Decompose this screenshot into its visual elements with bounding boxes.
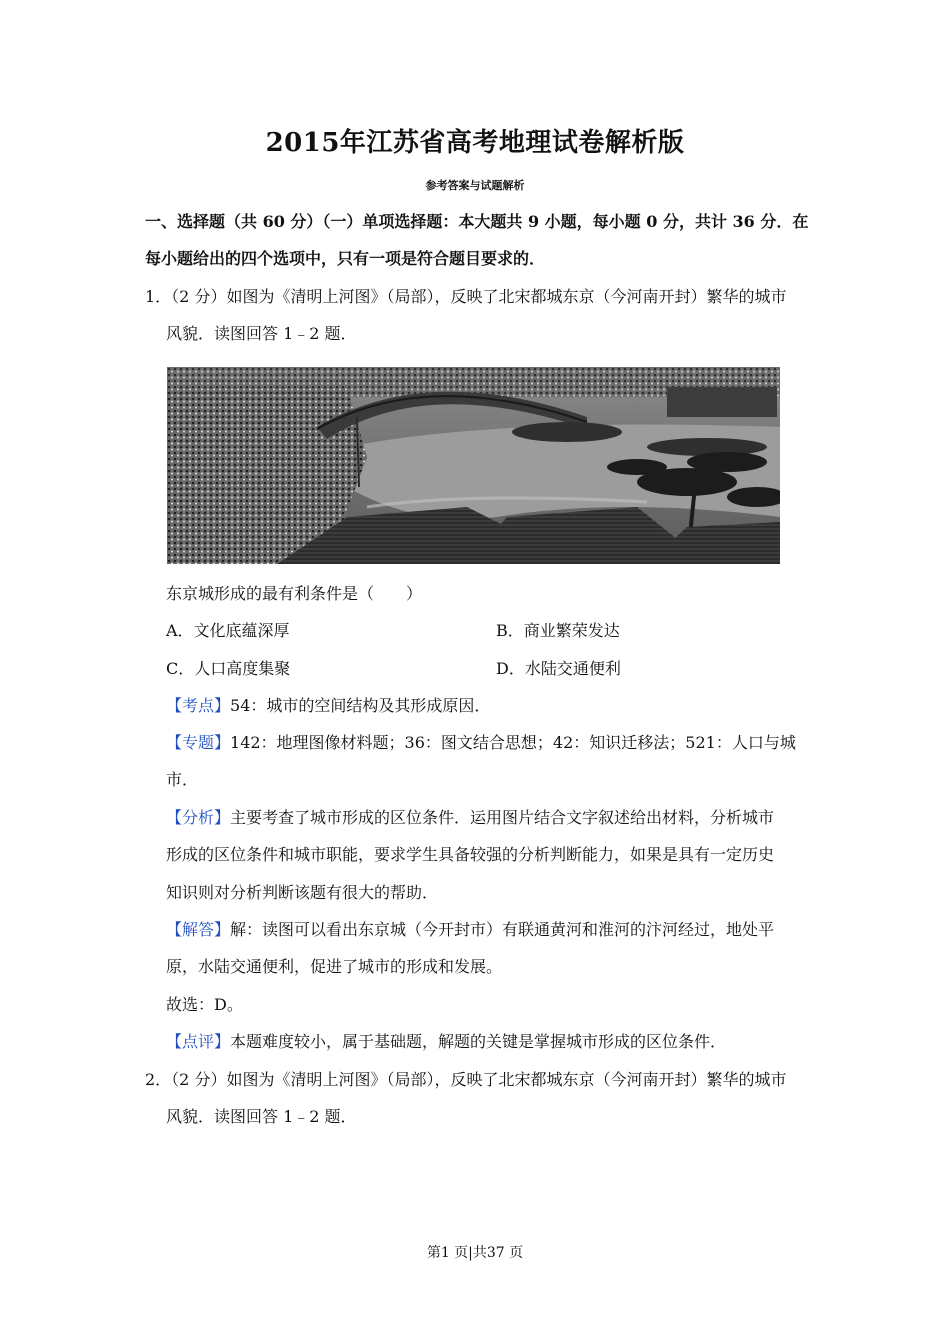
kaodian-tag: 【考点】 xyxy=(166,696,231,715)
fenxi-tag: 【分析】 xyxy=(166,808,231,827)
page-title: 2015年江苏省高考地理试卷解析版 xyxy=(265,128,685,158)
page-footer: 第1 页|共37 页 xyxy=(426,1245,524,1261)
fenxi-text: 主要考查了城市形成的区位条件．运用图片结合文字叙述给出材料，分析城市 xyxy=(230,808,775,827)
q1-jieda-line-2: 原，水陆交通便利，促进了城市的形成和发展。 xyxy=(166,957,503,976)
q1-dianping xyxy=(166,1032,836,1052)
q1-zhuanti-line-1 xyxy=(166,733,836,753)
dianping-text: 本题难度较小，属于基础题，解题的关键是掌握城市形成的区位条件． xyxy=(230,1032,727,1051)
section-heading-line-2: 每小题给出的四个选项中，只有一项是符合题目要求的． xyxy=(145,249,546,268)
q1-option-b: B．商业繁荣发达 xyxy=(496,621,620,640)
q1-option-d: D．水陆交通便利 xyxy=(496,659,621,678)
q1-fenxi-line-2: 形成的区位条件和城市职能，要求学生具备较强的分析判断能力，如果是具有一定历史 xyxy=(166,845,775,864)
dianping-tag: 【点评】 xyxy=(166,1032,231,1051)
kaodian-text: 54：城市的空间结构及其形成原因． xyxy=(230,696,491,715)
q1-fenxi-line-3: 知识则对分析判断该题有很大的帮助． xyxy=(166,883,439,902)
q1-fenxi-line-1 xyxy=(166,808,836,828)
qingming-painting-image xyxy=(167,367,780,564)
q2-stem-line-1: 2．（2 分）如图为《清明上河图》（局部），反映了北宋都城东京（今河南开封）繁华的城市 xyxy=(145,1070,787,1089)
q1-question: 东京城形成的最有利条件是（ ） xyxy=(166,584,423,603)
q1-stem-line-1: 1．（2 分）如图为《清明上河图》（局部），反映了北宋都城东京（今河南开封）繁华的城市 xyxy=(145,287,787,306)
jieda-text: 解：读图可以看出东京城（今开封市）有联通黄河和淮河的汴河经过，地处平 xyxy=(230,920,775,939)
zhuanti-tag: 【专题】 xyxy=(166,733,231,752)
q1-jieda-line-1 xyxy=(166,920,836,940)
q1-answer: 故选：D。 xyxy=(166,995,243,1014)
q1-zhuanti-line-2: 市． xyxy=(166,770,199,789)
q2-stem-line-2: 风貌．读图回答 1﹣2 题． xyxy=(166,1107,357,1126)
q1-option-c: C．人口高度集聚 xyxy=(166,659,291,678)
section-heading-line-1: 一、选择题（共 60 分）（一）单项选择题：本大题共 9 小题，每小题 0 分，共计 36 分．在 xyxy=(145,212,809,231)
q1-kaodian xyxy=(166,696,836,716)
page-subtitle: 参考答案与试题解析 xyxy=(425,179,525,192)
q1-stem-line-2: 风貌．读图回答 1﹣2 题． xyxy=(166,324,357,343)
q1-option-a: A．文化底蕴深厚 xyxy=(166,621,290,640)
zhuanti-text: 142：地理图像材料题；36：图文结合思想；42：知识迁移法；521：人口与城 xyxy=(230,733,796,752)
jieda-tag: 【解答】 xyxy=(166,920,231,939)
